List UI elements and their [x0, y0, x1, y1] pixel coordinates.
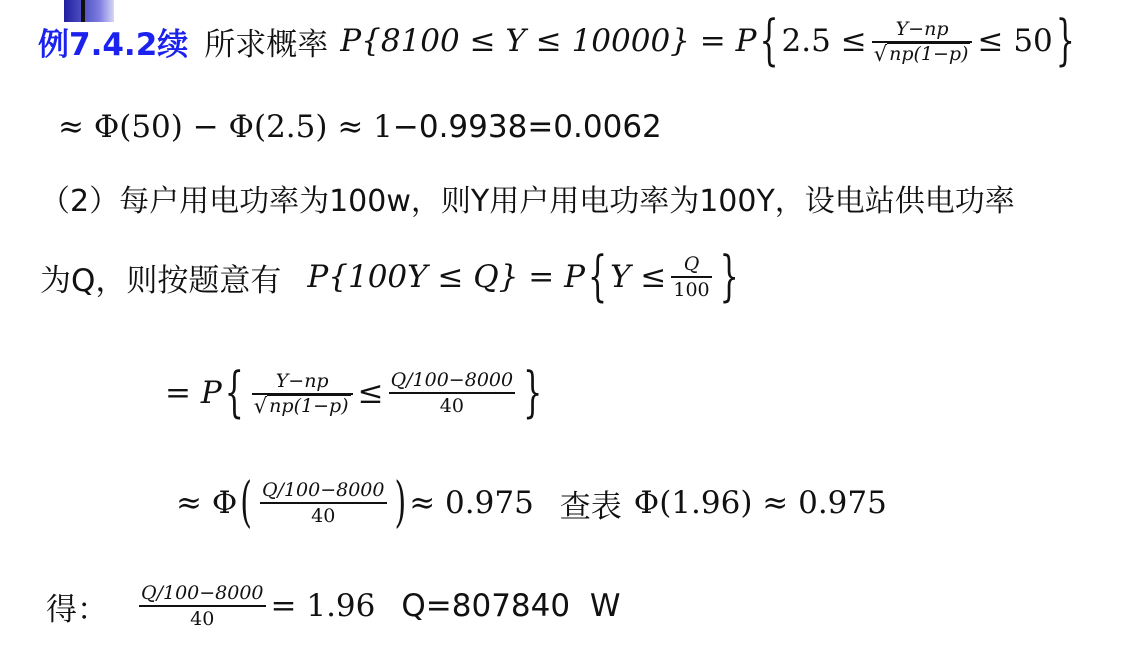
right-brace: }: [523, 361, 543, 425]
approx-value: ≈ 0.975: [409, 485, 534, 521]
standardized-fraction: [252, 369, 353, 417]
sqrt-icon: √: [253, 394, 268, 418]
fraction-denominator: 40: [190, 608, 215, 630]
fraction-denominator: 100: [673, 279, 710, 301]
equation-line-1: [38, 10, 1078, 72]
table-lookup-value: Φ(1.96) ≈ 0.975: [633, 485, 887, 521]
upper-bound: ≤ 50: [977, 23, 1053, 59]
lower-bound: 2.5 ≤: [781, 23, 867, 59]
sqrt-body: np(1−p): [269, 395, 349, 417]
fraction-numerator: Y−np: [895, 18, 949, 40]
condition-lhs: P{100Y ≤ Q} = P: [307, 259, 585, 295]
right-brace: }: [719, 245, 739, 309]
condition-text: 为Q，则按题意有: [40, 262, 282, 299]
equation-line-2: [58, 105, 662, 149]
right-brace: }: [1055, 9, 1075, 73]
approximation-result: −0.9938=0.0062: [392, 109, 662, 145]
bound-fraction: [389, 368, 516, 418]
text-line-3: [40, 176, 1015, 220]
equation-line-6: [176, 472, 887, 534]
equation-line-5: [165, 360, 545, 426]
equation-line-4: [40, 245, 742, 309]
q-over-100-fraction: [671, 252, 711, 302]
fraction-denominator: [872, 43, 973, 65]
left-brace: {: [224, 361, 244, 425]
fraction-numerator: Q/100−8000: [141, 582, 264, 604]
fraction-denominator: 40: [439, 395, 464, 417]
fraction-denominator: [252, 395, 353, 417]
leq-symbol: ≤: [357, 375, 384, 411]
result-label: 得：: [46, 591, 108, 628]
fraction-numerator: Y−np: [275, 370, 329, 392]
left-brace: {: [587, 245, 608, 309]
final-answer: Q=807840 W: [401, 588, 621, 624]
standardized-fraction: [872, 17, 973, 65]
probability-label: 所求概率: [204, 26, 329, 63]
sqrt-body: np(1−p): [889, 43, 969, 65]
fraction-numerator: Q/100−8000: [261, 479, 385, 501]
right-paren: ): [394, 471, 407, 535]
equation-line-7: [46, 575, 620, 637]
sqrt-icon: √: [873, 42, 888, 66]
power-description: （2）每户用电功率为100w，则Y用户用电功率为100Y，设电站供电功率: [40, 184, 1015, 219]
approximation-expression: ≈ Φ(50) − Φ(2.5) ≈ 1: [58, 109, 393, 145]
condition-inner: Y ≤: [610, 259, 667, 295]
bound-fraction: [139, 581, 266, 631]
fraction-numerator: Q/100−8000: [390, 369, 514, 391]
table-lookup-label: 查表: [559, 488, 622, 525]
example-title: 例7.4.2续: [38, 26, 189, 63]
phi-prefix: ≈ Φ: [176, 485, 238, 521]
fraction-denominator: 40: [311, 505, 336, 527]
left-brace: {: [759, 9, 779, 73]
bound-fraction: [260, 478, 387, 528]
standardize-prefix: = P: [165, 375, 222, 411]
left-paren: (: [240, 471, 252, 535]
probability-lhs: P{8100 ≤ Y ≤ 10000} = P: [340, 23, 757, 59]
fraction-numerator: Q: [683, 253, 700, 275]
equals-value: = 1.96: [270, 588, 376, 624]
